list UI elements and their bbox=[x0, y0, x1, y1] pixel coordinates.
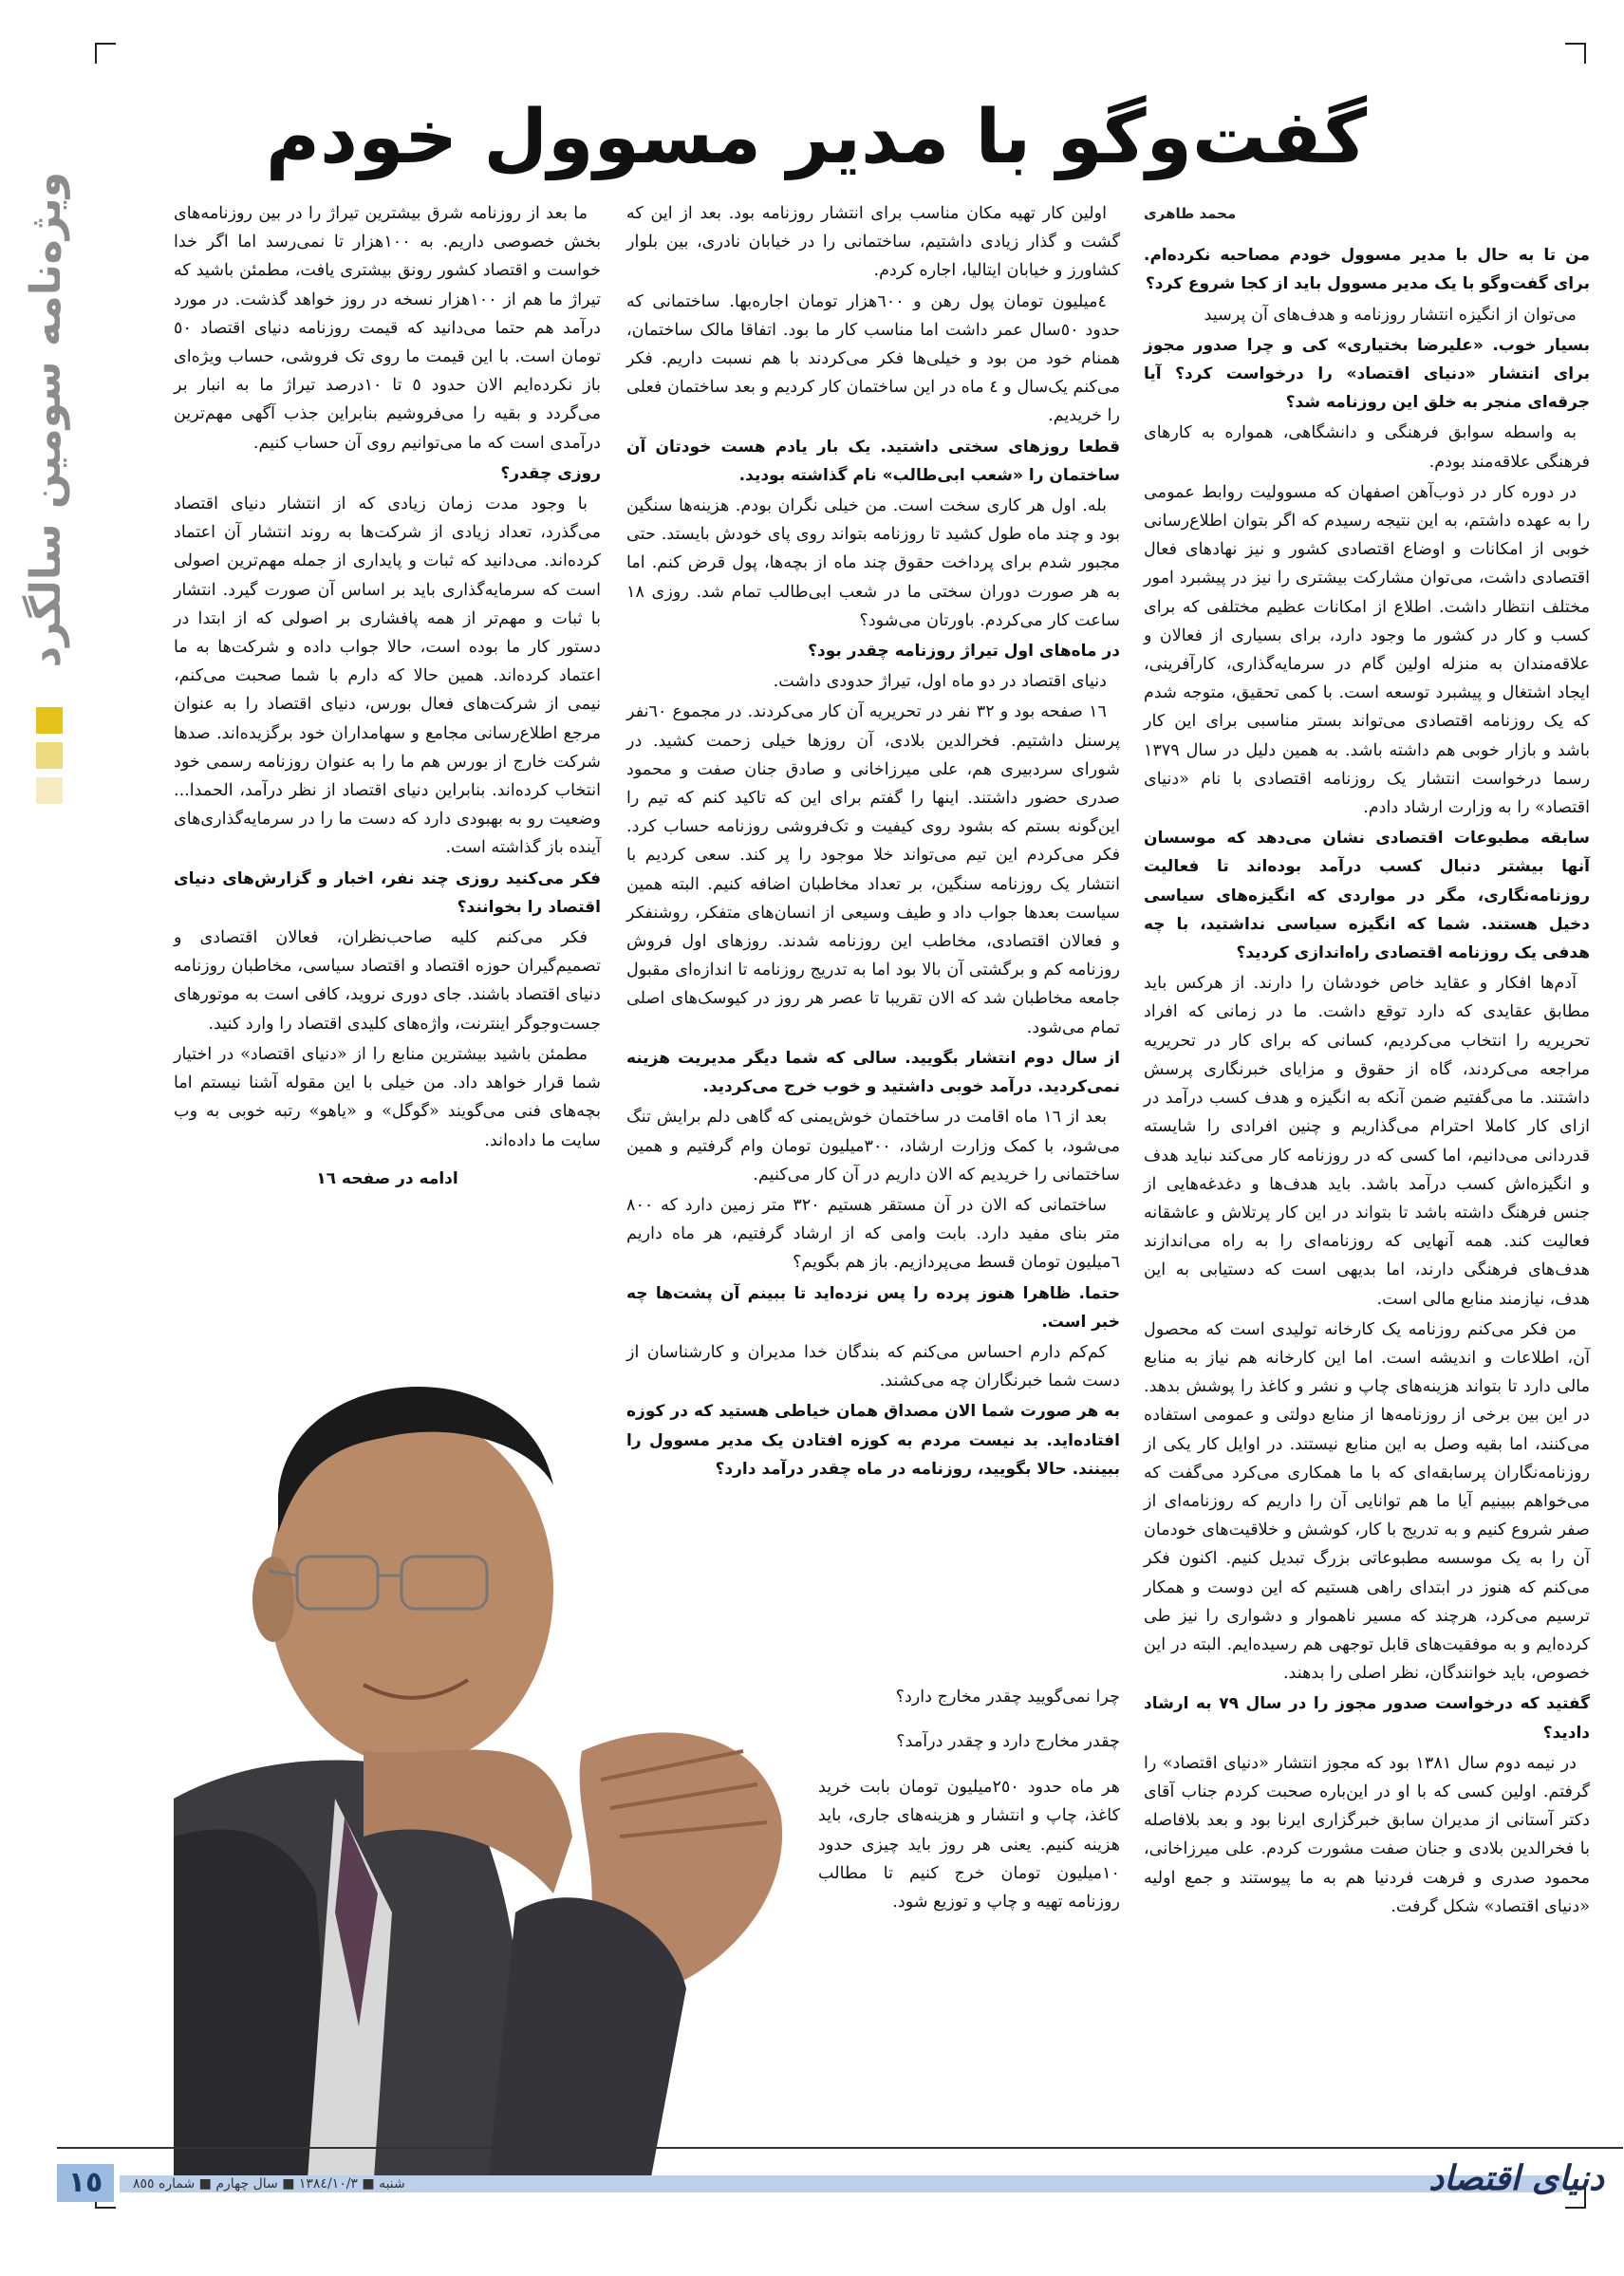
portrait-photo bbox=[174, 1305, 819, 2192]
interview-answer: ما بعد از روزنامه شرق بیشترین تیراژ را در بین روزنامه‌های بخش خصوصی داریم. به ١٠٠هزار تا نمی‌رسد اما اگر خدا خواست و اقتصاد کشور رونق بیشتری یافت، مطمئن باشید که تیراژ ما هم از ١٠٠هزار نسخه در روز خواهد گذشت. در مورد درآمد هم حتما می‌دانید که قیمت روزنامه دنیای اقتصاد ٥٠ تومان است. با این قیمت ما روی تک فروشی، حساب ویژه‌ای باز نکرده‌ایم الان حدود ٥ تا ١٠درصد تیراژ ما به انبار بر می‌گردد و بقیه را می‌فروشیم بنابراین جذب آگهی مهم‌ترین درآمدی است که ما می‌توانیم روی آن حساب کنیم. bbox=[174, 204, 602, 453]
interview-answer: ٤میلیون تومان پول رهن و ٦٠٠هزار تومان اجاره‌بها. ساختمانی که حدود ٥٠سال عمر داشت اما مناسب کار ما بود. اتفاقا مالک ساختمان، همنام خود من بود و خیلی‌ها فکر می‌کردند با هم نسبت داریم. فکر می‌کنم یک‌سال و ٤ ماه در این ساختمان کار کردیم و بعد ساختمان فعلی را خریدیم. bbox=[626, 291, 1120, 426]
interview-answer: چرا نمی‌گویید چقدر مخارج دارد؟ bbox=[895, 1687, 1120, 1707]
crop-mark-top-left bbox=[95, 43, 116, 64]
interview-answer: اولین کار تهیه مکان مناسب برای انتشار روزنامه بود. بعد از این که گشت و گذار زیادی داشتیم، ساختمانی را در خیابان نادری، بین بلوار کشاورز و خیابان ایتالیا، اجاره کردم. bbox=[626, 204, 1120, 281]
crop-mark-top-right bbox=[1565, 43, 1586, 64]
interview-question: روزی چقدر؟ bbox=[500, 463, 601, 483]
footer bbox=[57, 2159, 1614, 2202]
interview-answer: می‌توان از انگیزه انتشار روزنامه و هدف‌های آن پرسید bbox=[1204, 305, 1577, 325]
article-column-2 bbox=[626, 199, 1120, 1485]
interview-answer: در نیمه دوم سال ۱۳۸۱ بود که مجوز انتشار «دنیای اقتصاد» را گرفتم. اولین کسی که با او در این‌باره صحبت کردم جناب آقای دکتر آستانی از مدیران سابق خبرگزاری ایرنا بود و بعد بلافاصله با فخرالدین بلادی و جنان صفت مشورت کردم. علی میرزاخانی، محمود صدری و فرهت فردنیا هم به ما پیوستند و جمع اولیه «دنیای اقتصاد» شکل گرفت. bbox=[1144, 1753, 1590, 1916]
interview-question: گفتید که درخواست صدور مجوز را در سال ۷۹ به ارشاد دادید؟ bbox=[1144, 1694, 1591, 1743]
interview-answer: مطمئن باشید بیشترین منابع را از «دنیای اقتصاد» در اختیار شما قرار خواهد داد. من خیلی با این مقوله آشنا نیستم اما بچه‌های فنی می‌گویند «گوگل» و «یاهو» رتبه خوبی به وب سایت ما داده‌اند. bbox=[174, 1044, 601, 1150]
sidebar-squares bbox=[36, 707, 66, 812]
interview-question: به هر صورت شما الان مصداق همان خیاطی هستید که در کوزه افتاده‌اید. بد نیست مردم به کوزه افتادن یک مدیر مسوول را ببینند. حالا بگویید، روزنامه در ماه چقدر درآمد دارد؟ bbox=[626, 1402, 1120, 1479]
author-byline: محمد طاهری bbox=[1144, 205, 1237, 222]
interview-question: قطعا روزهای سختی داشتید. یک بار یادم هست خودتان آن ساختمان را «شعب ابی‌طالب» نام گذاشته بودید. bbox=[626, 437, 1120, 485]
interview-question: حتما. ظاهرا هنوز پرده را پس نزده‌اید تا ببینم آن پشت‌ها چه خبر است. bbox=[626, 1283, 1120, 1332]
interview-answer: در دوره کار در ذوب‌آهن اصفهان که مسوولیت روابط عمومی را به عهده داشتم، به این نتیجه رسیدم که اگر بتوان اطلاع‌رسانی خوبی از امکانات و اوضاع اقتصادی کشور و نیز نهادهای فعال اقتصادی داشت، می‌توان مشارکت بیشتری را نیز در پیشبرد امور مختلف انتظار داشت. اطلاع از امکانات عظیم مختلفی که برای کسب و کار در کشور ما وجود دارد، برای بسیاری از فعالان و علاقه‌مندان به منزله اولین گام در سرمایه‌گذاری، کارآفرینی، ایجاد اشتغال و پیشبرد توسعه است. با کمی تحقیق، متوجه شدم که یک روزنامه اقتصادی می‌تواند بستر مناسبی برای این کار باشد و بازار خوبی هم داشته باشد. به همین دلیل در سال ۱۳۷۹ رسما درخواست انتشار یک روزنامه اقتصادی با نام «دنیای اقتصاد» را به وزارت ارشاد دادم. bbox=[1144, 482, 1590, 818]
interview-answer: با وجود مدت زمان زیادی که از انتشار دنیای اقتصاد می‌گذرد، تعداد زیادی از شرکت‌ها به روند انتشار آن اعتماد کرده‌اند. می‌دانید که ثبات و پایداری از جمله مهم‌ترین اصولی است که سرمایه‌گذاری باید بر اساس آن صورت گیرد. انتشار با ثبات و مهم‌تر از همه پافشاری بر اصولی که از ابتدا در دستور کار ما بوده است، حالا جواب داده و شرکت‌ها به ما اعتماد کرده‌اند. همین حالا که دارم با شما صحبت می‌کنم، نیمی از شرکت‌های فعال بورس، دنیای اقتصاد را به عنوان مرجع اطلاع‌رسانی مجامع و سهامداران خود برگزیده‌اند. صدها شرکت خارج از بورس هم ما را به عنوان روزنامه رسمی خود انتخاب کرده‌اند. بنابراین دنیای اقتصاد از نظر درآمد، الحمدا... وضعیت رو به بهبودی دارد که دست ما را در سرمایه‌گذاری‌های آینده باز گذاشته است. bbox=[174, 494, 601, 858]
interview-answer: فکر می‌کنم کلیه صاحب‌نظران، فعالان اقتصادی و تصمیم‌گیران حوزه اقتصاد و اقتصاد سیاسی، مخاطبان روزنامه دنیای اقتصاد باشند. جای دوری نروید، کافی است به موتورهای جست‌وجوگر اینترنت، واژه‌های کلیدی اقتصاد را وارد کنید. bbox=[174, 928, 601, 1034]
interview-answer: دنیای اقتصاد در دو ماه اول، تیراژ حدودی داشت. bbox=[773, 672, 1107, 692]
article-column-1 bbox=[1144, 199, 1590, 1923]
article-column-3 bbox=[174, 199, 601, 1193]
interview-question: فکر می‌کنید روزی چند نفر، اخبار و گزارش‌های دنیای اقتصاد را بخوانند؟ bbox=[174, 868, 601, 917]
headline: گفت‌وگو با مدیر مسوول خودم bbox=[265, 95, 1368, 180]
interview-question: چقدر مخارج دارد و چقدر درآمد؟ bbox=[896, 1732, 1120, 1752]
publication-logo: دنیای اقتصاد bbox=[1428, 2159, 1604, 2198]
sidebar-square bbox=[36, 777, 63, 804]
sidebar-square bbox=[36, 742, 63, 769]
article-column-2-continued bbox=[818, 1666, 1120, 1933]
interview-answer: ساختمانی که الان در آن مستقر هستیم ٣٢٠ متر زمین دارد که ٨٠٠ متر بنای مفید دارد. بابت وامی که از ارشاد گرفتیم، هر ماه داریم ٦میلیون تومان قسط می‌پردازیم. باز هم بگویم؟ bbox=[626, 1195, 1120, 1273]
interview-answer: بعد از ١٦ ماه اقامت در ساختمان خوش‌یمنی که گاهی دلم برایش تنگ می‌شود، با کمک وزارت ارشاد، ٣٠٠میلیون تومان وام گرفتیم و همین ساختمانی را خریدیم که الان داریم در آن کار می‌کنیم. bbox=[626, 1108, 1120, 1185]
continuation-note: ادامه در صفحه ١٦ bbox=[316, 1168, 458, 1188]
interview-question: من تا به حال با مدیر مسوول خودم مصاحبه نکرده‌ام. برای گفت‌وگو با یک مدیر مسوول باید از کجا شروع کرد؟ bbox=[1144, 246, 1590, 294]
interview-answer: هر ماه حدود ٢٥٠میلیون تومان بابت خرید کاغذ، چاپ و انتشار و هزینه‌های جاری، باید هزینه کنیم. یعنی هر روز باید چیزی حدود ١٠میلیون تومان خرج کنیم تا مطالب روزنامه تهیه و چاپ و توزیع شود. bbox=[818, 1778, 1120, 1912]
footer-rule bbox=[57, 2147, 1623, 2149]
sidebar bbox=[17, 161, 76, 1205]
issue-info: شنبه ■ ١٣٨٤/١٠/٣ ■ سال چهارم ■ شماره ٨٥٥ bbox=[133, 2176, 405, 2192]
interview-answer: ١٦ صفحه بود و ٣٢ نفر در تحریریه آن کار می‌کردند. در مجموع ٦٠نفر پرسنل داشتیم. فخرالدین بلادی، آن روزها خیلی زحمت کشید. در شورای سردبیری هم، علی میرزاخانی و صادق جنان صفت و محمود صدری حضور داشتند. اینها را گفتم برای این که تاکید کنم که تیم را این‌گونه بستم که بشود روی کیفیت و تک‌فروشی روزنامه حساب کرد. فکر می‌کردم این تیم می‌تواند خلا موجود را پر کند. سعی کردیم با انتشار یک روزنامه سنگین، بر تعداد مخاطبان اضافه کنیم. البته همین سیاست بعدها جواب داد و طیف وسیعی از انسان‌های متفکر، روشنفکر و فعالان اقتصادی، مخاطب این روزنامه شدند. روزهای اول فروش روزنامه کم و برگشتی آن بالا بود اما به تدریج روزنامه تا اندازه‌ای مقبول جامعه مخاطبان شد که الان تقریبا تا عصر هر روز در کیوسک‌های اصلی تمام می‌شود. bbox=[626, 702, 1120, 1037]
interview-answer: من فکر می‌کنم روزنامه یک کارخانه تولیدی است که محصول آن، اطلاعات و اندیشه است. اما این کارخانه هم نیاز به منابع مالی دارد تا بتواند هزینه‌های چاپ و نشر و کاغذ را پوشش بدهد. در این بین برخی از روزنامه‌ها از منابع دولتی و عمومی استفاده می‌کنند، اما بقیه وصل به این منابع نیستند. در اوایل کار یکی از روزنامه‌نگاران پرسابقه‌ای که با ما همکاری می‌کرد می‌گفت که می‌خواهم ببینیم آیا ما هم توانایی آن را داریم که روزنامه‌ای از صفر شروع کنیم و به تدریج با کار، کوشش و خلاقیت‌های خودمان آن را به یک موسسه مطبوعاتی بزرگ تبدیل کنیم. اکنون فکر می‌کنم که هنوز در ابتدای راهی هستیم که این دوست و همکار ترسیم می‌کرد، هرچند که مسیر ناهموار و دشواری را نیز طی کرده‌ایم و به موفقیت‌های قابل توجهی هم رسیده‌ایم. البته در این خصوص، باید خوانندگان، نظر اصلی را بدهند. bbox=[1144, 1319, 1590, 1684]
page-number: ١٥ bbox=[57, 2164, 114, 2202]
interview-answer: کم‌کم دارم احساس می‌کنم که بندگان خدا مدیران و کارشناسان از دست شما خبرنگاران چه می‌کشند. bbox=[626, 1342, 1120, 1391]
interview-answer: به واسطه سوابق فرهنگی و دانشگاهی، همواره به کارهای فرهنگی علاقه‌مند بودم. bbox=[1144, 423, 1590, 472]
interview-question: سابقه مطبوعات اقتصادی نشان می‌دهد که موسسان آنها بیشتر دنبال کسب درآمد بوده‌اند تا فعالیت روزنامه‌نگاری، مگر در مواردی که انگیزه‌های سیاسی دخیل هستند. شما که انگیزه سیاسی نداشتید، با چه هدفی یک روزنامه اقتصادی راه‌اندازی کردید؟ bbox=[1144, 829, 1590, 963]
interview-question: از سال دوم انتشار بگویید. سالی که شما دیگر مدیریت هزینه نمی‌کردید. درآمد خوبی داشتید و خوب خرج می‌کردید. bbox=[626, 1048, 1120, 1097]
interview-answer: آدم‌ها افکار و عقاید خاص خودشان را دارند. از هرکس باید مطابق عقایدی که دارد توقع داشت. ما در زمانی که افراد تحریریه را انتخاب می‌کردیم، کسانی که برای کار در تحریریه مراجعه می‌کردند، گاه از حقوق و مزایای خبرنگاری پرسش داشتند. ما می‌گفتیم ضمن آنکه به انگیزه و هدف کسب درآمد در ازای کار کاملا احترام می‌گذاریم و چنین افرادی را شایسته قدردانی می‌دانیم، اما کسی که در روزنامه کار می‌کند نباید هدف و انگیزه‌اش کسب درآمد باشد. باید هدف‌ها و دغدغه‌هایی از جنس فرهنگ داشته باشد تا بتواند در این کار پرتلاش و عاشقانه فعالیت کند. همه آنهایی که روزنامه‌ای را به راه می‌اندازند هدف‌های فرهنگی دارند، اما بدیهی است که دستیابی به این هدف، نیازمند منابع مالی است. bbox=[1144, 974, 1590, 1309]
interview-question: بسیار خوب. «علیرضا بختیاری» کی و چرا صدور مجوز برای انتشار «دنیای اقتصاد» را درخواست کرد؟ آیا جرقه‌ای منجر به خلق این روزنامه شد؟ bbox=[1144, 335, 1590, 413]
interview-question: در ماه‌های اول تیراژ روزنامه چقدر بود؟ bbox=[808, 642, 1120, 662]
interview-answer: بله. اول هر کاری سخت است. من خیلی نگران بودم. هزینه‌ها سنگین بود و چند ماه طول کشید تا روزنامه بتواند روی پای خودش بایستد. حتی مجبور شدم برای پرداخت حقوق چند ماه از بچه‌ها، پول قرض کنم. اما به هر صورت دوران سختی ما در شعب ابی‌طالب تمام شد. روزی ١٨ ساعت کار می‌کردم. باورتان می‌شود؟ bbox=[626, 496, 1120, 630]
sidebar-square bbox=[36, 707, 63, 734]
sidebar-title: ویژه‌نامه سومین سالگرد bbox=[22, 172, 70, 668]
